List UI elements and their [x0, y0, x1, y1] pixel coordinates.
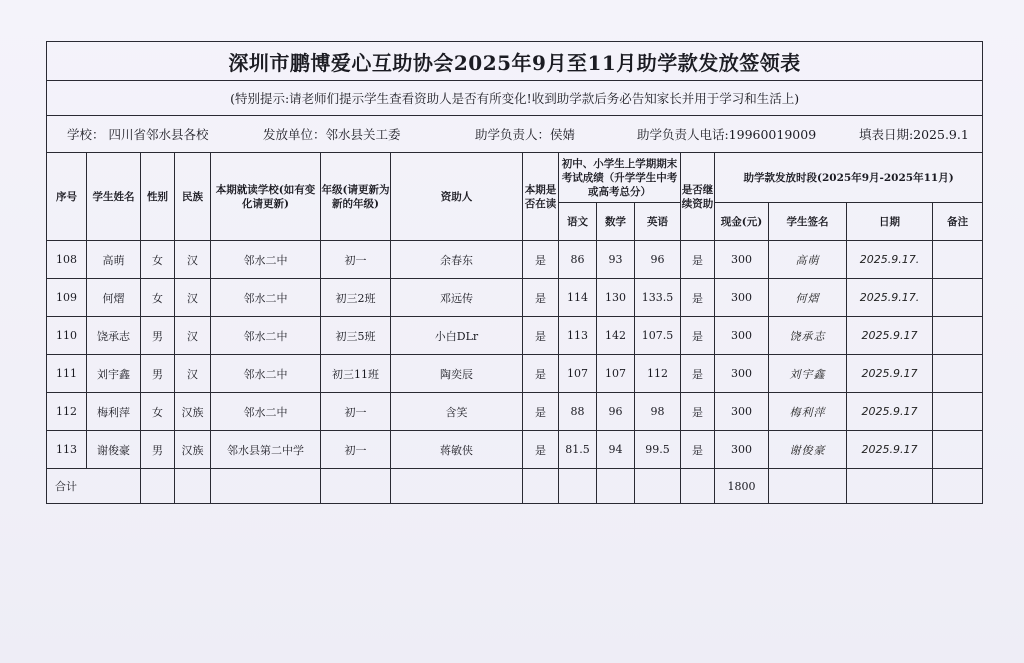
cell-signature: 高萌	[769, 241, 847, 279]
cell-signature: 梅利萍	[769, 393, 847, 431]
cell-enrolled: 是	[523, 393, 559, 431]
manager-info: 助学负责人：侯婧	[474, 127, 575, 142]
cell-gender: 男	[141, 431, 175, 469]
cell-no: 109	[47, 279, 87, 317]
header-chinese: 语文	[559, 203, 597, 241]
cell-no: 110	[47, 317, 87, 355]
cell-date: 2025.9.17	[847, 431, 933, 469]
table-row	[47, 431, 983, 469]
table-row	[47, 355, 983, 393]
cell-no: 113	[47, 431, 87, 469]
cell-cash: 300	[715, 241, 769, 279]
cell-enrolled: 是	[523, 241, 559, 279]
total-empty	[141, 469, 175, 504]
cell-cash: 300	[715, 431, 769, 469]
cell-continue: 是	[681, 393, 715, 431]
cell-school: 邻水二中	[211, 317, 321, 355]
cell-grade: 初一	[321, 431, 391, 469]
cell-name: 刘宇鑫	[87, 355, 141, 393]
cell-ethnicity: 汉族	[175, 393, 211, 431]
cell-date: 2025.9.17	[847, 393, 933, 431]
cell-chinese: 81.5	[559, 431, 597, 469]
cell-date: 2025.9.17	[847, 355, 933, 393]
cell-english: 99.5	[635, 431, 681, 469]
total-empty	[681, 469, 715, 504]
cell-remarks	[933, 355, 983, 393]
total-empty	[523, 469, 559, 504]
cell-continue: 是	[681, 279, 715, 317]
cell-gender: 男	[141, 355, 175, 393]
cell-grade: 初三11班	[321, 355, 391, 393]
special-notice: (特别提示:请老师们提示学生查看资助人是否有所变化!收到助学款后务必告知家长并用于学习和生活上)	[47, 81, 983, 116]
total-empty	[847, 469, 933, 504]
cell-math: 107	[597, 355, 635, 393]
header-gender: 性别	[141, 153, 175, 241]
cell-signature: 饶承志	[769, 317, 847, 355]
cell-math: 130	[597, 279, 635, 317]
issuer-info: 发放单位：邻水县关工委	[262, 127, 401, 142]
cell-continue: 是	[681, 431, 715, 469]
form-title: 深圳市鹏博爱心互助协会2025年9月至11月助学款发放签领表	[47, 42, 983, 81]
header-enrolled: 本期是否在读	[523, 153, 559, 241]
cell-ethnicity: 汉	[175, 317, 211, 355]
cell-math: 142	[597, 317, 635, 355]
cell-ethnicity: 汉	[175, 241, 211, 279]
cell-chinese: 86	[559, 241, 597, 279]
cell-name: 谢俊豪	[87, 431, 141, 469]
total-empty	[635, 469, 681, 504]
header-continue: 是否继续资助	[681, 153, 715, 241]
cell-name: 何熠	[87, 279, 141, 317]
cell-remarks	[933, 431, 983, 469]
school-info: 学校： 四川省邻水县各校	[67, 127, 209, 142]
header-remarks: 备注	[933, 203, 983, 241]
cell-remarks	[933, 279, 983, 317]
total-empty	[769, 469, 847, 504]
cell-enrolled: 是	[523, 431, 559, 469]
cell-sponsor: 陶奕辰	[391, 355, 523, 393]
header-name: 学生姓名	[87, 153, 141, 241]
cell-school: 邻水二中	[211, 393, 321, 431]
cell-signature: 何熠	[769, 279, 847, 317]
total-empty	[175, 469, 211, 504]
cell-sponsor: 余春东	[391, 241, 523, 279]
table-row	[47, 279, 983, 317]
cell-ethnicity: 汉族	[175, 431, 211, 469]
total-row	[47, 469, 983, 504]
table-row	[47, 393, 983, 431]
cell-continue: 是	[681, 355, 715, 393]
cell-sponsor: 含笑	[391, 393, 523, 431]
cell-gender: 女	[141, 279, 175, 317]
cell-english: 133.5	[635, 279, 681, 317]
table-row	[47, 317, 983, 355]
cell-sponsor: 蒋敏侠	[391, 431, 523, 469]
total-empty	[321, 469, 391, 504]
cell-date: 2025.9.17	[847, 317, 933, 355]
header-sponsor: 资助人	[391, 153, 523, 241]
cell-date: 2025.9.17.	[847, 279, 933, 317]
cell-english: 96	[635, 241, 681, 279]
cell-school: 邻水县第二中学	[211, 431, 321, 469]
cell-ethnicity: 汉	[175, 355, 211, 393]
cell-signature: 谢俊豪	[769, 431, 847, 469]
cell-school: 邻水二中	[211, 241, 321, 279]
cell-enrolled: 是	[523, 355, 559, 393]
subsidy-sign-table	[46, 41, 983, 504]
cell-english: 107.5	[635, 317, 681, 355]
cell-no: 112	[47, 393, 87, 431]
cell-gender: 男	[141, 317, 175, 355]
cell-chinese: 113	[559, 317, 597, 355]
cell-grade: 初三5班	[321, 317, 391, 355]
total-empty	[211, 469, 321, 504]
header-no: 序号	[47, 153, 87, 241]
fill-date-info: 填表日期:2025.9.1	[858, 127, 969, 142]
cell-date: 2025.9.17.	[847, 241, 933, 279]
cell-continue: 是	[681, 241, 715, 279]
cell-name: 梅利萍	[87, 393, 141, 431]
cell-math: 93	[597, 241, 635, 279]
header-math: 数学	[597, 203, 635, 241]
cell-chinese: 88	[559, 393, 597, 431]
cell-gender: 女	[141, 241, 175, 279]
cell-math: 94	[597, 431, 635, 469]
cell-chinese: 107	[559, 355, 597, 393]
cell-no: 111	[47, 355, 87, 393]
cell-continue: 是	[681, 317, 715, 355]
total-empty	[391, 469, 523, 504]
header-scores: 初中、小学生上学期期末考试成绩（升学学生中考或高考总分）	[559, 153, 681, 203]
cell-cash: 300	[715, 355, 769, 393]
cell-remarks	[933, 393, 983, 431]
phone-info: 助学负责人电话:19960019009	[636, 127, 817, 142]
total-cash: 1800	[715, 469, 769, 504]
cell-enrolled: 是	[523, 317, 559, 355]
total-empty	[559, 469, 597, 504]
info-row	[47, 116, 983, 153]
cell-cash: 300	[715, 317, 769, 355]
header-school: 本期就读学校(如有变化请更新)	[211, 153, 321, 241]
cell-chinese: 114	[559, 279, 597, 317]
cell-enrolled: 是	[523, 279, 559, 317]
header-cash: 现金(元)	[715, 203, 769, 241]
cell-school: 邻水二中	[211, 279, 321, 317]
header-date: 日期	[847, 203, 933, 241]
cell-ethnicity: 汉	[175, 279, 211, 317]
cell-school: 邻水二中	[211, 355, 321, 393]
cell-cash: 300	[715, 279, 769, 317]
header-signature: 学生签名	[769, 203, 847, 241]
cell-cash: 300	[715, 393, 769, 431]
cell-grade: 初三2班	[321, 279, 391, 317]
total-label: 合计	[47, 469, 141, 504]
header-english: 英语	[635, 203, 681, 241]
table-row	[47, 241, 983, 279]
header-grade: 年级(请更新为新的年级)	[321, 153, 391, 241]
cell-no: 108	[47, 241, 87, 279]
cell-grade: 初一	[321, 241, 391, 279]
cell-gender: 女	[141, 393, 175, 431]
cell-sponsor: 邓远传	[391, 279, 523, 317]
cell-math: 96	[597, 393, 635, 431]
header-ethnicity: 民族	[175, 153, 211, 241]
cell-remarks	[933, 241, 983, 279]
total-empty	[597, 469, 635, 504]
cell-english: 112	[635, 355, 681, 393]
cell-english: 98	[635, 393, 681, 431]
cell-signature: 刘宇鑫	[769, 355, 847, 393]
cell-name: 高萌	[87, 241, 141, 279]
total-empty	[933, 469, 983, 504]
cell-grade: 初一	[321, 393, 391, 431]
cell-sponsor: 小白DLr	[391, 317, 523, 355]
cell-name: 饶承志	[87, 317, 141, 355]
header-period: 助学款发放时段(2025年9月-2025年11月)	[715, 153, 983, 203]
cell-remarks	[933, 317, 983, 355]
